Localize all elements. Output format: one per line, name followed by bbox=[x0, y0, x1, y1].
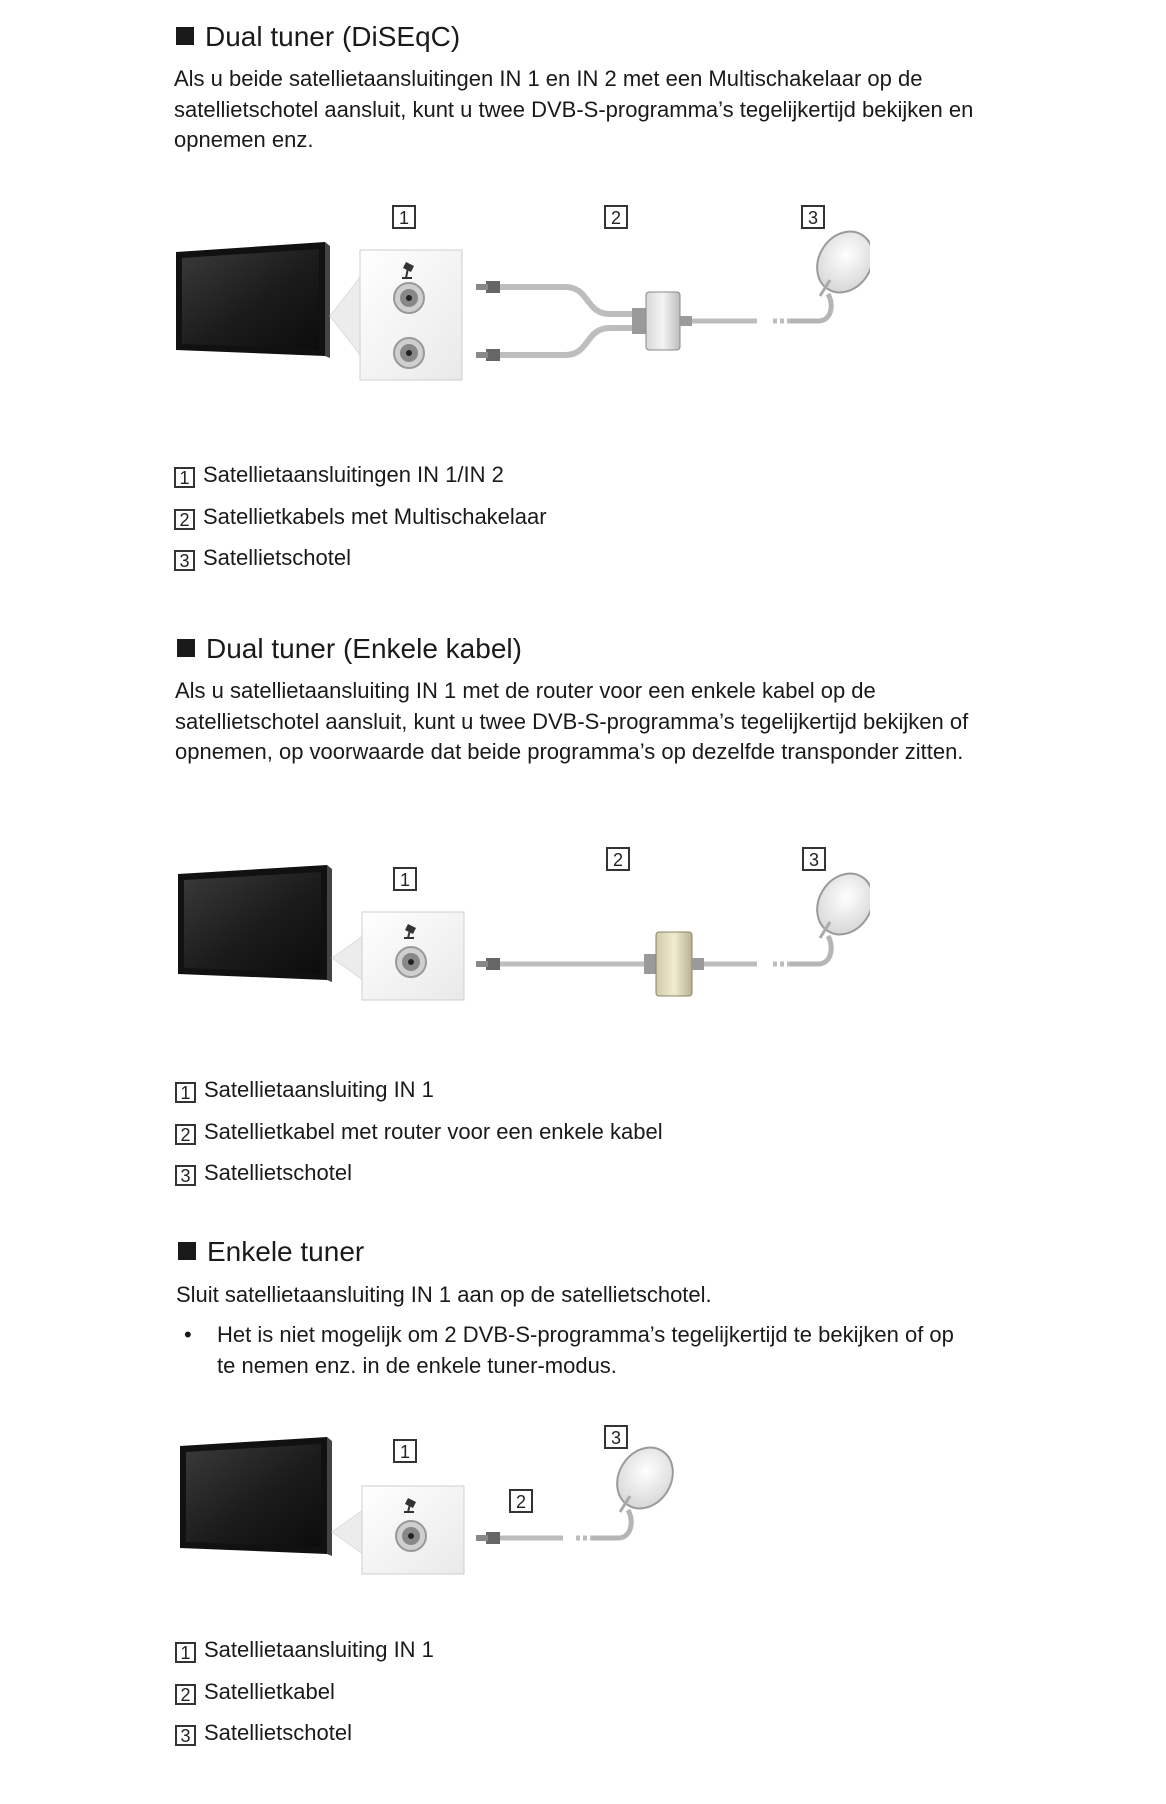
satellite-terminal-icon bbox=[362, 912, 464, 1000]
multiswitch-icon bbox=[632, 292, 692, 350]
diagram-label-2 bbox=[607, 848, 629, 870]
diagram-label-1 bbox=[394, 868, 416, 890]
black-square-icon bbox=[178, 1242, 196, 1260]
diagram-label-3 bbox=[802, 206, 824, 228]
legend-item bbox=[175, 1636, 434, 1664]
satellite-dish-icon bbox=[790, 221, 870, 321]
tv-icon bbox=[180, 1437, 332, 1556]
legend-item bbox=[175, 1678, 335, 1706]
legend-item bbox=[174, 461, 504, 489]
svg-text:2: 2 bbox=[612, 850, 624, 870]
section-heading-single-cable: Dual tuner (Enkele kabel) bbox=[177, 632, 522, 666]
legend-item bbox=[175, 1159, 352, 1187]
f-connector-icon bbox=[476, 958, 500, 970]
diseqc-connection-diagram bbox=[170, 198, 870, 398]
satellite-terminal-icon bbox=[362, 1486, 464, 1574]
section-paragraph-diseqc: Als u beide satellietaansluitingen IN 1 en IN 2 met een Multischakelaar op de satellietschotel aansluit, kunt u twee DVB-S-programma’s tegelijkertijd bekijken en opnemen enz. bbox=[174, 66, 974, 152]
legend-number: 2 bbox=[175, 1684, 196, 1705]
satellite-dish-icon bbox=[592, 1437, 684, 1538]
diagram-label-2 bbox=[510, 1490, 532, 1512]
svg-text:3: 3 bbox=[807, 208, 819, 228]
diagram-label-1 bbox=[393, 206, 415, 228]
satellite-dish-icon bbox=[790, 863, 870, 964]
svg-text:3: 3 bbox=[808, 850, 820, 870]
legend-text: Satellietschotel bbox=[204, 1720, 352, 1745]
diagram-label-1 bbox=[394, 1440, 416, 1462]
tv-icon bbox=[178, 865, 332, 982]
legend-item bbox=[174, 544, 351, 572]
svg-text:3: 3 bbox=[610, 1428, 622, 1448]
black-square-icon bbox=[177, 639, 195, 657]
legend-number: 1 bbox=[175, 1082, 196, 1103]
section-heading-single-tuner: Enkele tuner bbox=[178, 1235, 364, 1269]
legend-number: 1 bbox=[174, 467, 195, 488]
diagram-label-3 bbox=[605, 1426, 627, 1448]
tv-icon bbox=[176, 242, 330, 358]
legend-number: 2 bbox=[174, 509, 195, 530]
legend-number: 2 bbox=[175, 1124, 196, 1145]
legend-text: Satellietkabel bbox=[204, 1679, 335, 1704]
svg-text:1: 1 bbox=[399, 870, 411, 890]
legend-text: Satellietaansluitingen IN 1/IN 2 bbox=[203, 462, 504, 487]
legend-number: 3 bbox=[174, 550, 195, 571]
satellite-terminal-icon bbox=[360, 250, 462, 380]
legend-text: Satellietschotel bbox=[203, 545, 351, 570]
legend-text: Satellietkabels met Multischakelaar bbox=[203, 504, 547, 529]
legend-item bbox=[174, 503, 547, 531]
legend-text: Satellietaansluiting IN 1 bbox=[204, 1637, 434, 1662]
svg-text:1: 1 bbox=[399, 1442, 411, 1462]
f-connector-icon bbox=[476, 349, 500, 361]
bullet-note bbox=[184, 1320, 964, 1382]
diagram-label-2 bbox=[605, 206, 627, 228]
bullet-text: Het is niet mogelijk om 2 DVB-S-programma’s tegelijkertijd te bekijken of op te nemen enz. in de enkele tuner-modus. bbox=[217, 1322, 954, 1378]
single-cable-router-icon bbox=[644, 932, 704, 996]
legend-text: Satellietkabel met router voor een enkele kabel bbox=[204, 1119, 663, 1144]
section-heading-diseqc: Dual tuner (DiSEqC) bbox=[176, 20, 460, 54]
legend-number: 1 bbox=[175, 1642, 196, 1663]
legend-item bbox=[175, 1719, 352, 1747]
bullet-icon: • bbox=[184, 1322, 192, 1347]
f-connector-icon bbox=[476, 1532, 500, 1544]
svg-text:1: 1 bbox=[398, 208, 410, 228]
single-cable-connection-diagram bbox=[170, 842, 870, 1022]
single-tuner-connection-diagram bbox=[170, 1422, 690, 1582]
legend-number: 3 bbox=[175, 1165, 196, 1186]
legend-text: Satellietaansluiting IN 1 bbox=[204, 1077, 434, 1102]
legend-item bbox=[175, 1076, 434, 1104]
section-paragraph-single-tuner: Sluit satellietaansluiting IN 1 aan op de satellietschotel. bbox=[176, 1282, 712, 1307]
legend-text: Satellietschotel bbox=[204, 1160, 352, 1185]
section-paragraph-single-cable: Als u satellietaansluiting IN 1 met de router voor een enkele kabel op de satellietschotel aansluit, kunt u twee DVB-S-programma’s tegelijkertijd bekijken of opnemen, op voorwaarde dat beide programma’s op dezelfde transponder zitten. bbox=[175, 678, 969, 764]
svg-text:2: 2 bbox=[610, 208, 622, 228]
legend-item bbox=[175, 1118, 663, 1146]
legend-number: 3 bbox=[175, 1725, 196, 1746]
diagram-label-3 bbox=[803, 848, 825, 870]
black-square-icon bbox=[176, 27, 194, 45]
f-connector-icon bbox=[476, 281, 500, 293]
svg-text:2: 2 bbox=[515, 1492, 527, 1512]
